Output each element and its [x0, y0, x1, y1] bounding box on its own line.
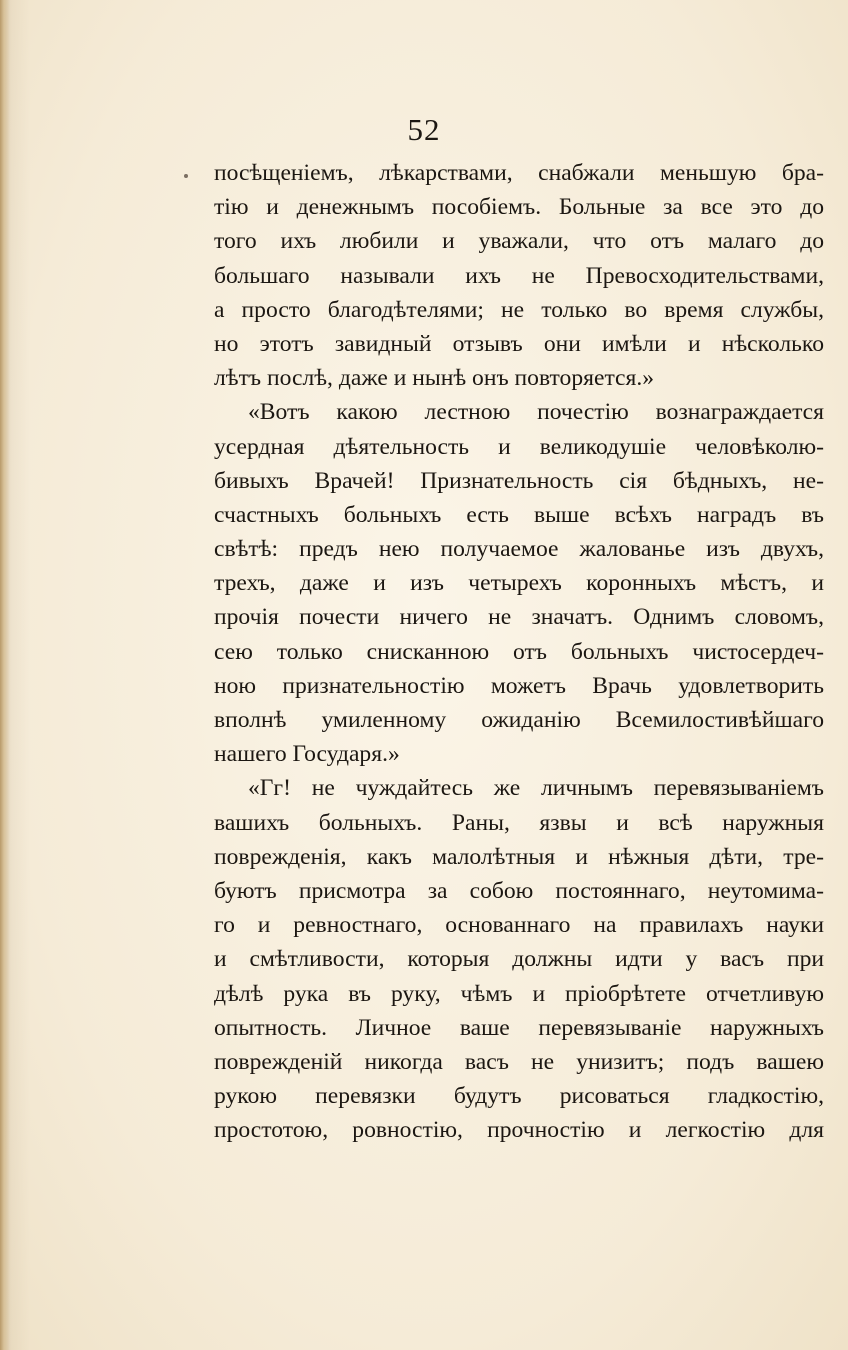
text-line: сею только снисканною отъ больныхъ чистосердеч- — [214, 638, 824, 665]
page-number: 52 — [407, 112, 441, 147]
text-line: опытность. Личное ваше перевязыванiе наружныхъ — [214, 1014, 824, 1041]
text-line: вполнѣ умиленному ожиданiю Всемилостивѣйшаго — [214, 707, 824, 733]
text-line: дѣлѣ рука въ руку, чѣмъ и прiобрѣтете отчетливую — [214, 980, 824, 1007]
text-line: тiю и денежнымъ пособiемъ. Больные за все это до — [214, 194, 824, 221]
text-line: ною признательностiю можетъ Врачь удовлетворить — [214, 672, 824, 699]
margin-mark — [184, 174, 188, 178]
text-line: и смѣтливости, которыя должны идти у васъ при — [214, 946, 824, 973]
text-line: большаго называли ихъ не Превосходительствами, — [214, 262, 824, 289]
page-binding-edge — [0, 0, 10, 1350]
text-line: поврежденiй никогда васъ не унизитъ; подъ вашею — [214, 1048, 824, 1075]
text-line: прочiя почести ничего не значатъ. Однимъ словомъ, — [214, 604, 824, 631]
text-line: бивыхъ Врачей! Признательность сiя бѣдныхъ, не- — [214, 467, 824, 494]
text-line: рукою перевязки будутъ рисоваться гладкостiю, — [214, 1083, 824, 1110]
text-line: го и ревностнаго, основаннаго на правилахъ науки — [214, 912, 824, 939]
text-line: нашего Государя.» — [214, 741, 400, 768]
text-line: а просто благодѣтелями; не только во время службы, — [214, 296, 824, 323]
text-line: поврежденiя, какъ малолѣтныя и нѣжныя дѣти, тре- — [214, 843, 824, 870]
text-line: вашихъ больныхъ. Раны, язвы и всѣ наружныя — [214, 809, 824, 836]
text-line: посѣщенiемъ, лѣкарствами, снабжали меньшую бра- — [214, 160, 824, 186]
text-line: трехъ, даже и изъ четырехъ коронныхъ мѣстъ, и — [214, 570, 824, 597]
text-line: счастныхъ больныхъ есть выше всѣхъ наградъ въ — [214, 501, 824, 528]
text-line: свѣтѣ: предъ нею получаемое жалованье изъ двухъ, — [214, 536, 824, 563]
text-line: «Вотъ какою лестною почестiю вознаграждается — [248, 399, 824, 426]
text-line: «Гг! не чуждайтесь же личнымъ перевязыванiемъ — [248, 775, 824, 802]
body-text — [214, 156, 824, 1147]
text-line: но этотъ завидный отзывъ они имѣли и нѣсколько — [214, 330, 824, 357]
text-line: лѣтъ послѣ, даже и нынѣ онъ повторяется.» — [214, 365, 655, 392]
text-line: буютъ присмотра за собою постояннаго, неутомима- — [214, 877, 824, 904]
text-line: простотою, ровностiю, прочностiю и легкостiю для — [214, 1117, 824, 1144]
text-line: того ихъ любили и уважали, что отъ малаго до — [214, 228, 824, 255]
text-line: усердная дѣятельность и великодушiе человѣколю- — [214, 433, 824, 460]
